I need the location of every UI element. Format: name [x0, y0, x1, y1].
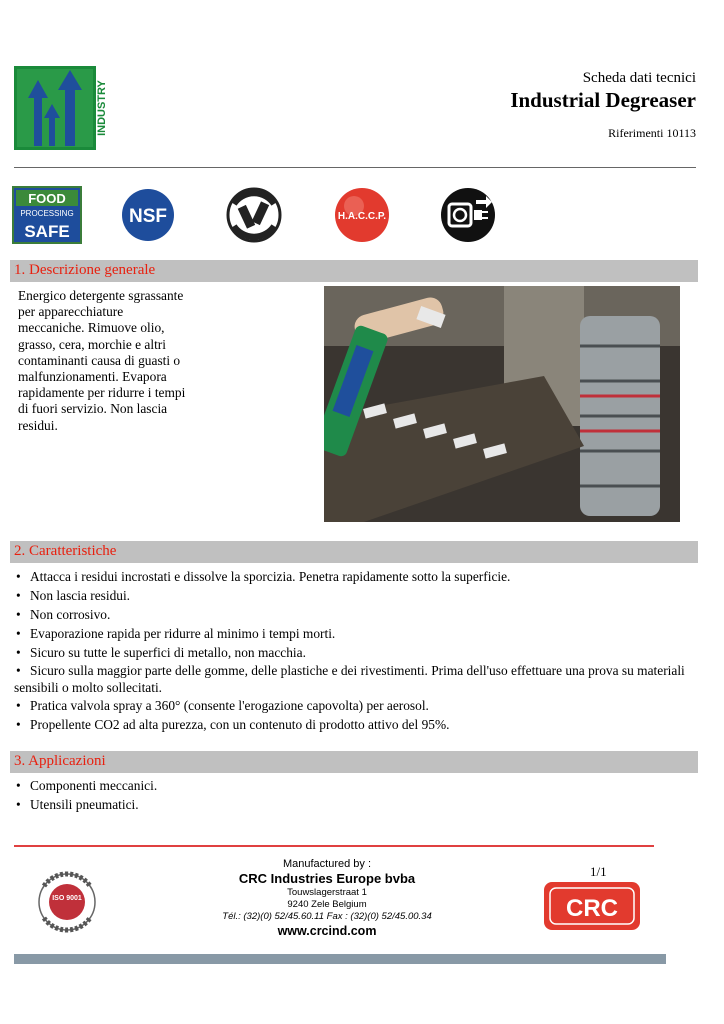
crc-logo	[544, 882, 640, 930]
section-header-description	[10, 260, 698, 282]
product-photo	[324, 286, 680, 522]
svg-text:NSF: NSF	[129, 206, 167, 227]
list-item: • Pratica valvola spray a 360° (consente l'erogazione capovolta) per aerosol.	[14, 696, 704, 715]
svg-text:CRC: CRC	[566, 895, 618, 922]
street-address: Touwslagerstraat 1	[287, 887, 367, 898]
list-item: • Sicuro su tutte le superfici di metallo, non macchia.	[14, 643, 704, 662]
website-link[interactable]: www.crcind.com	[277, 924, 377, 938]
phone-fax: Tél.: (32)(0) 52/45.60.11 Fax : (32)(0) 52/45.00.34	[222, 911, 432, 922]
svg-text:PROCESSING: PROCESSING	[20, 209, 74, 218]
city-address: 9240 Zele Belgium	[287, 899, 367, 910]
svg-text:H.A.C.C.P.: H.A.C.C.P.	[337, 211, 387, 222]
header-divider	[14, 167, 696, 168]
section-header-features	[10, 541, 698, 563]
footer-bar	[14, 954, 666, 964]
svg-text:SAFE: SAFE	[24, 222, 70, 241]
list-item: • Componenti meccanici.	[14, 776, 704, 795]
document-subtitle: Scheda dati tecnici	[582, 70, 696, 86]
applications-list	[14, 776, 704, 814]
page-number: 1/1	[590, 864, 607, 879]
logo-text: INDUSTRY	[96, 80, 108, 136]
list-item: • Non corrosivo.	[14, 605, 704, 624]
electrical-equipment-icon	[438, 186, 508, 244]
footer-divider	[14, 845, 654, 847]
list-item: • Sicuro sulla maggior parte delle gomme, delle plastiche e dei rivestimenti. Prima dell'uso effettuare una prova su materiali sensibili o molto sollecitati.	[14, 662, 704, 696]
iso-9001-logo	[36, 866, 98, 936]
section-header-applications	[10, 751, 698, 773]
description-text: Energico detergente sgrassante per apparecchiature meccaniche. Rimuove olio, grasso, cera, morchie e altri contaminanti causa di guasti o malfunzionamenti. Evapora rapidamente per ridurre i tempi di fuori servizio. Non lascia residui.	[18, 288, 186, 433]
list-item: • Attacca i residui incrostati e dissolve la sporcizia. Penetra rapidamente sotto la superficie.	[14, 567, 704, 586]
nsf-icon	[118, 186, 188, 244]
svg-text:FOOD: FOOD	[28, 191, 66, 206]
product-title: Industrial Degreaser	[510, 88, 696, 112]
svg-text:ISO 9001: ISO 9001	[52, 895, 82, 902]
section-title: 2. Caratteristiche	[14, 543, 117, 559]
manufacturer-info	[210, 858, 444, 939]
company-name: CRC Industries Europe bvba	[238, 871, 416, 886]
list-item: • Non lascia residui.	[14, 586, 704, 605]
features-list	[14, 567, 704, 734]
manufactured-by-label: Manufactured by :	[282, 858, 372, 870]
upside-down-spray-icon	[224, 186, 294, 244]
reference-number: Riferimenti 10113	[608, 126, 696, 140]
list-item: • Propellente CO2 ad alta purezza, con un contenuto di prodotto attivo del 95%.	[14, 715, 704, 734]
list-item: • Evaporazione rapida per ridurre al minimo i tempi morti.	[14, 624, 704, 643]
section-title: 1. Descrizione generale	[14, 262, 156, 278]
food-safe-icon	[12, 186, 82, 244]
industry-logo	[14, 66, 110, 150]
list-item: • Utensili pneumatici.	[14, 795, 704, 814]
haccp-icon	[330, 186, 400, 244]
section-title: 3. Applicazioni	[14, 753, 106, 769]
